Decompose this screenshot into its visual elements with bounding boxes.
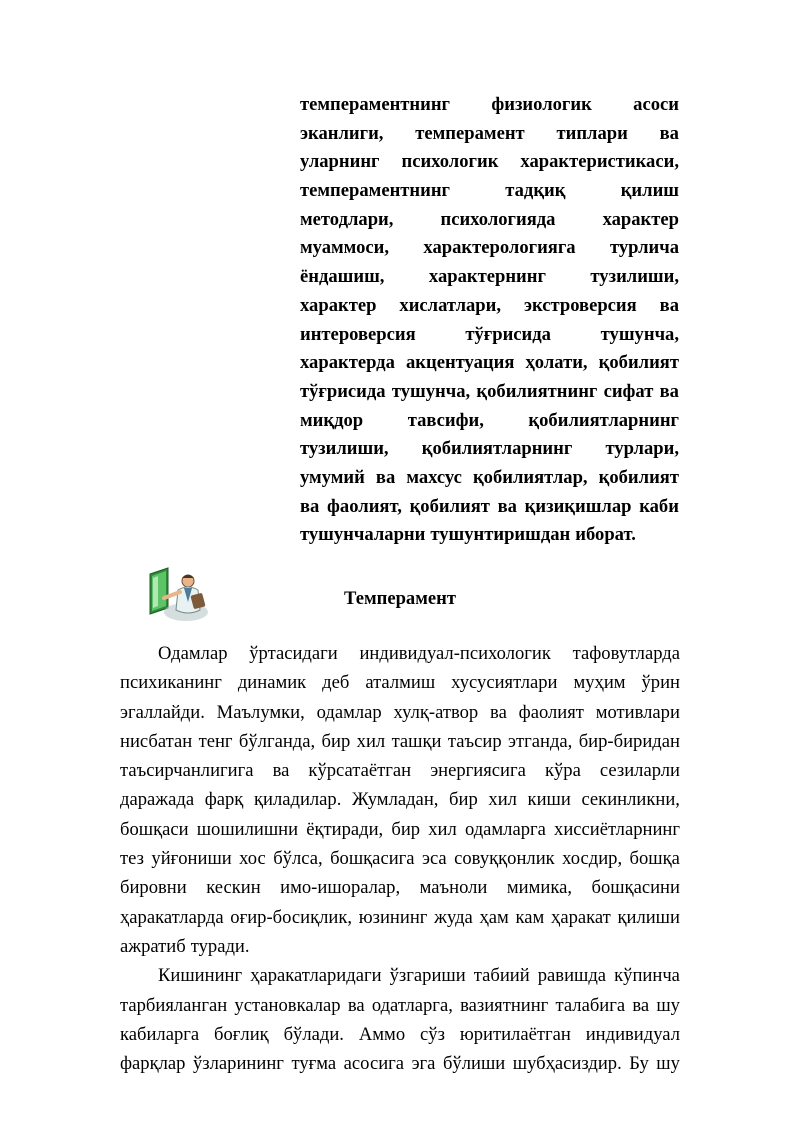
body-text (120, 639, 680, 1078)
body-line: бировни кескин имо-ишоралар, маъноли мимика, бошқасини (120, 877, 680, 899)
body-line: эгаллайди. Маълумки, одамлар хулқ-атвор ва фаолият мотивлари (120, 701, 680, 723)
body-line: фарқлар ўзларининг туғма асосига эга бўлиши шубҳасиздир. Бу шу (120, 1053, 680, 1075)
body-line: тарбияланган установкалар ва одатларга, вазиятнинг талабига ва шу (120, 994, 680, 1016)
body-line: ҳаракатларда оғир-босиқлик, юзининг жуда ҳам кам ҳаракат қилиши (120, 906, 680, 928)
intro-line: интероверсия тўғрисида тушунча, (300, 323, 679, 345)
intro-bold-text (300, 91, 679, 550)
intro-line: умумий ва махсус қобилиятлар, қобилият (300, 466, 679, 488)
intro-line: ва фаолият, қобилият ва қизиқишлар каби (300, 495, 679, 517)
intro-line: миқдор тавсифи, қобилиятларнинг (300, 409, 679, 431)
section-heading: Темперамент (344, 588, 456, 609)
body-line: Одамлар ўртасидаги индивидуал-психологик тафовутларда (158, 643, 680, 664)
intro-line: тўғрисида тушунча, қобилиятнинг сифат ва (300, 380, 679, 402)
body-line: нисбатан тенг бўлганда, бир хил ташқи таъсир этганда, бир-биридан (120, 730, 680, 752)
intro-line: эканлиги, темперамент типлари ва (300, 122, 679, 144)
intro-line: тузилиши, қобилиятларнинг турлари, (300, 438, 679, 460)
body-line: психиканинг динамик деб аталмиш хусусиятлари муҳим ўрин (120, 672, 680, 694)
body-line: тез уйғониши хос бўлса, бошқасига эса совуққонлик хосдир, бошқа (120, 848, 680, 870)
intro-line: характер хислатлари, экстроверсия ва (300, 294, 679, 316)
intro-line: уларнинг психологик характеристикаси, (300, 151, 679, 173)
intro-line: ёндашиш, характернинг тузилиши, (300, 266, 679, 288)
intro-line: методлари, психологияда характер (300, 208, 679, 230)
body-line: таъсирчанлигига ва кўрсатаётган энергиясига кўра сезиларли (120, 760, 680, 782)
intro-line: характерда акцентуация ҳолати, қобилият (300, 352, 679, 374)
intro-line: тушунчаларни тушунтиришдан иборат. (300, 524, 636, 546)
intro-line: темпераментнинг физиологик асоси (300, 94, 679, 115)
body-line: кабиларга боғлиқ бўлади. Аммо сўз юритилаётган индивидуал (120, 1023, 680, 1045)
body-line: ажратиб туради. (120, 935, 250, 957)
body-line: даражада фарқ қиладилар. Жумладан, бир хил киши секинликни, (120, 789, 680, 811)
intro-line: темпераментнинг тадқиқ қилиш (300, 180, 679, 202)
body-line: бошқаси шошилишни ёқтиради, бир хил одамларга хиссиётларнинг (120, 818, 680, 840)
body-line: Кишининг ҳаракатларидаги ўзгариши табиий равишда кўпинча (158, 965, 680, 987)
intro-line: муаммоси, характерологияга турлича (300, 237, 679, 259)
